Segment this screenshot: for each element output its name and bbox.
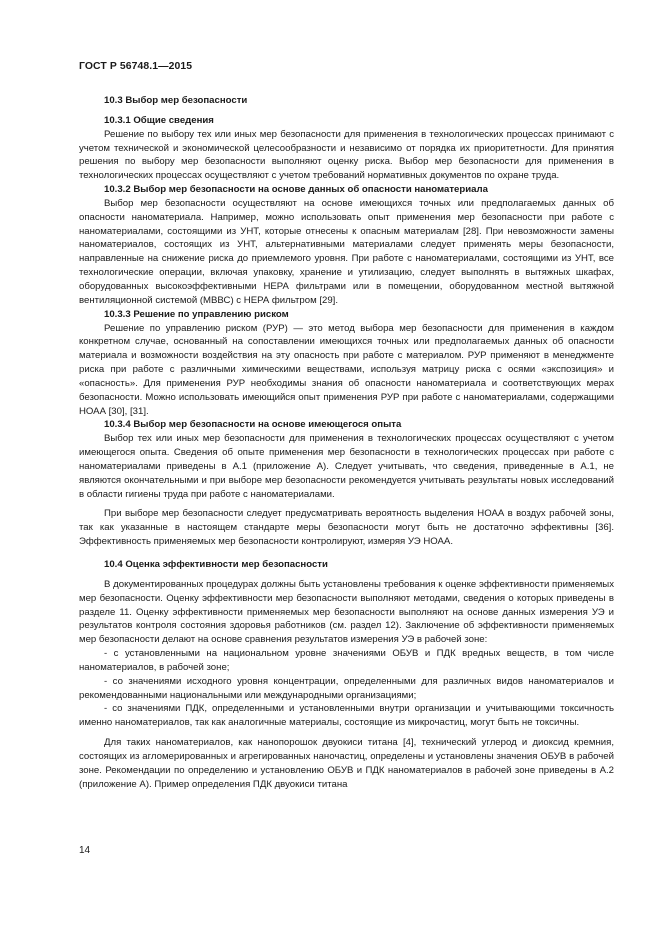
paragraph: При выборе мер безопасности следует предусматривать вероятность выделения НОАА в воздух рабочей зоны, так как указанные в настоящем стандарте меры безопасности могут быть не достаточно эффективны [36]. Эффективность применяемых мер безопасности контролируют, измеряя УЭ НОАА. xyxy=(79,508,614,548)
paragraph: Выбор мер безопасности осуществляют на основе имеющихся точных или предполагаемых данных об опасности наноматериала. Например, можно использовать опыт применения мер безопасности при работе с наноматериалами, состоящими из УНТ, которые отнесены к опасным материалам [28]. При невозможности замены наноматериалов, состоящих из УНТ, альтернативными материалами следует применять меры безопасности, направленные на снижение риска до приемлемого уровня. При работе с наноматериалами, состоящими из УНТ, все технологические операции, включая упаковку, хранение и утилизацию, следует выполнять в вытяжных шкафах, оборудованных высокоэффективными НЕРА фильтрами или в помещении, оборудованном местной вытяжной вентиляционной системой (МВВС) с НЕРА фильтром [29]. xyxy=(79,197,614,306)
spacer xyxy=(79,549,614,558)
paragraph: Для таких наноматериалов, как нанопорошок двуокиси титана [4], технический углерод и диоксид кремния, состоящих из агломерированных и агрегированных наночастиц, определены и установлены значения ОБУВ в рабочей зоне. Рекомендации по определению и установлению ОБУВ и ПДК наноматериалов в рабочей зоне приведены в А.2 (приложение А). Пример определения ПДК двуокиси титана xyxy=(79,737,614,790)
section-10-3-title: 10.3 Выбор мер безопасности xyxy=(104,95,248,106)
paragraph: Выбор тех или иных мер безопасности для применения в технологических процессах осуществляют с учетом имеющегося опыта. Сведения об опыте применения мер безопасности в технологических процессах при работе с наноматериалами приведены в А.1 (приложение А). Следует учитывать, что сведения, приведенные в А.1, не являются окончательными и при выборе мер безопасности рекомендуется учитывать результаты новых исследований в области гигиены труда при работе с наноматериалами. xyxy=(79,433,614,500)
paragraph: Решение по выбору тех или иных мер безопасности для применения в технологических процессах принимают с учетом технической и экономической целесообразности и независимо от порядка их приоритетности. Для принятия решения по выбору мер безопасности выполняют оценку риска. Выбор мер безопасности для применения в технологических процессах осуществляют с учетом требований нормативных документов по охране труда. xyxy=(79,128,614,182)
list-item: - с установленными на национальном уровне значениями ОБУВ и ПДК вредных веществ, в том числе наноматериалов, в рабочей зоне; xyxy=(79,648,614,673)
subsection-10-3-2-title: 10.3.2 Выбор мер безопасности на основе данных об опасности наноматериала xyxy=(104,184,488,196)
list-item: - со значениями исходного уровня концентрации, определенными для различных видов наноматериалов и рекомендованными национальными или международными организациями; xyxy=(79,675,614,701)
page-content xyxy=(79,94,614,792)
page-number: 14 xyxy=(79,845,91,856)
standard-header: ГОСТ Р 56748.1—2015 xyxy=(79,61,193,72)
section-10-4-title: 10.4 Оценка эффективности мер безопасности xyxy=(104,559,328,570)
subsection-10-3-1-title: 10.3.1 Общие сведения xyxy=(104,114,214,126)
subsection-10-3-4-title: 10.3.4 Выбор мер безопасности на основе имеющегося опыта xyxy=(104,419,402,431)
subsection-10-3-3-title: 10.3.3 Решение по управлению риском xyxy=(104,308,289,320)
list-item: - со значениями ПДК, определенными и установленными внутри организации и учитывающими токсичность именно наноматериалов, так как аналогичные материалы, состоящие из микрочастиц, могут быть не токсичны. xyxy=(79,703,614,729)
criteria-list xyxy=(79,647,614,730)
paragraph: Решение по управлению риском (РУР) — это метод выбора мер безопасности для применения в каждом конкретном случае, основанный на сопоставлении имеющихся точных или предполагаемых данных об опасности материала и возможности воздействия на эту опасность при работе с материалом. РУР применяют в менеджменте риска при работе с различными химическими веществами, используя матрицу риска с осями «экспозиция» и «опасность». Для применения РУР необходимы знания об опасности наноматериала и соответствующих мерах безопасности. Можно использовать имеющийся опыт применения РУР при работе с наноматериалами, содержащими НОАА [30], [31]. xyxy=(79,322,614,417)
paragraph: В документированных процедурах должны быть установлены требования к оценке эффективности применяемых мер безопасности. Оценку эффективности мер безопасности выполняют методами, сведения о которых приведены в разделе 11. Оценку эффективности применяемых мер безопасности выполняют на основе данных измерения УЭ и результатов контроля состояния здоровья работников (см. раздел 12). Заключение об эффективности применяемых мер безопасности делают на основе сравнения результатов измерения УЭ в рабочей зоне: xyxy=(79,578,614,646)
